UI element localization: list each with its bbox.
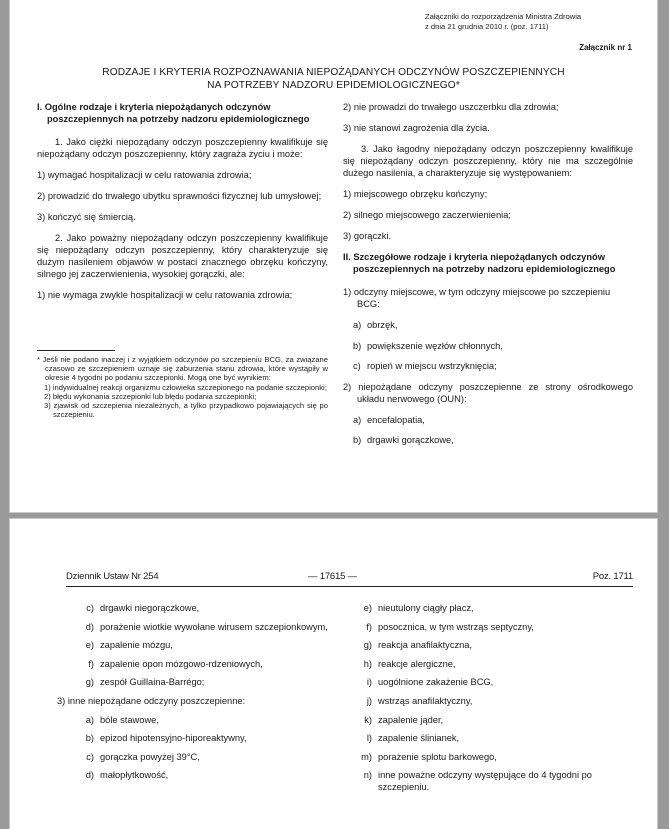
- footnote-item: 3) zjawisk od szczepienia niezależnych, a tylko przypadkowo pojawiających się po szczepieniu.: [44, 401, 328, 420]
- paragraph-1: 1. Jako ciężki niepożądany odczyn poszczepienny kwalifikuje się niepożądany odczyn poszczepienny, który zagraża życiu i może:: [37, 137, 328, 159]
- item-marker: b): [85, 733, 94, 744]
- item-text: encefalopatia,: [367, 414, 425, 425]
- item-text: małopłytkowość,: [100, 770, 169, 781]
- list-item: 3) kończyć się śmiercią.: [37, 212, 136, 222]
- left-column: [57, 602, 328, 788]
- sub-list-item: [344, 602, 602, 614]
- sub-list-item: [343, 319, 633, 331]
- footnote-item: 2) błędu wykonania szczepionki lub błędu podania szczepionki;: [44, 391, 257, 401]
- footnote-separator: [37, 350, 115, 351]
- right-column: [343, 101, 633, 455]
- item-text: obrzęk,: [367, 320, 398, 330]
- paragraph-2: 2. Jako poważny niepożądany odczyn poszczepienny kwalifikuje się niepożądany odczyn poszczepienny, który charakteryzuje się dużym nasileniem objawów w postaci znacznego obrzęku kończyny, silnego jej zaczerwienienia, wysokiej gorączki, ale:: [37, 233, 328, 279]
- item-text: reakcje alergiczne,: [378, 658, 456, 669]
- list-item: 1) wymagać hospitalizacji w celu ratowania zdrowia;: [37, 170, 252, 180]
- section-heading-2: II. Szczegółowe rodzaje i kryteria niepożądanych odczynów poszczepiennych na potrzeby nadzoru epidemiologicznego: [343, 252, 616, 274]
- item-marker: f): [88, 658, 94, 669]
- list-item: 2) silnego miejscowego zaczerwienienia;: [343, 210, 511, 220]
- sub-list-item: [344, 639, 602, 651]
- item-text: zapalenie mózgu,: [100, 640, 173, 651]
- item-text: gorączka powyżej 39°C,: [100, 751, 200, 762]
- list-item: 3) nie stanowi zagrożenia dla życia.: [343, 123, 490, 133]
- item-text: epizod hipotensyjno-hiporeaktywny,: [100, 733, 247, 744]
- sub-list-item: [66, 714, 328, 726]
- sub-list-item: [66, 621, 328, 633]
- sub-list-item: [344, 751, 602, 763]
- sub-list-item: [66, 658, 328, 670]
- item-marker: b): [353, 435, 362, 445]
- footnote: [37, 355, 328, 419]
- sub-list-item: [343, 340, 633, 352]
- item-text: posocznica, w tym wstrząs septyczny,: [378, 621, 534, 632]
- item-text: zapalenie jąder,: [378, 714, 444, 725]
- item-text: powiększenie węzłów chłonnych,: [367, 340, 503, 351]
- item-marker: n): [363, 770, 372, 781]
- item-marker: b): [353, 340, 362, 351]
- item-marker: k): [364, 714, 372, 725]
- left-column: [37, 101, 328, 310]
- sub-list-item: [344, 769, 602, 793]
- item-marker: j): [366, 695, 372, 706]
- item-text: zespół Guillaina-Barrégo;: [100, 677, 205, 688]
- item-text: porażenie wiotkie wywołane wirusem szczepionkowym,: [100, 621, 328, 632]
- running-header-right: Poz. 1711: [592, 571, 633, 582]
- item-marker: a): [353, 414, 362, 425]
- item-text: drgawki niegorączkowe,: [100, 603, 200, 613]
- list-item: 2) nie prowadzi do trwałego uszczerbku dla zdrowia;: [343, 102, 559, 112]
- item-marker: a): [85, 714, 94, 725]
- title-line: NA POTRZEBY NADZORU EPIDEMIOLOGICZNEGO*: [207, 79, 460, 91]
- sub-list-item: [66, 676, 328, 688]
- list-item: 3) inne niepożądane odczyny poszczepienne:: [57, 695, 246, 706]
- document-title: [10, 67, 657, 92]
- item-marker: i): [366, 677, 372, 688]
- item-text: ropień w miejscu wstrzyknięcia;: [367, 361, 497, 371]
- sub-list-item: [66, 751, 328, 763]
- item-text: nieutulony ciągły płacz,: [378, 603, 474, 613]
- footnote-text: * Jeśli nie podano inaczej i z wyjątkiem odczynów po szczepieniu BCG, za związane czasowo ze szczepieniem uznaje się zaburzenia stanu zdrowia, które wystąpiły w okresie 4 tygodni po podaniu szczepionki. Mogą one być wynikiem:: [37, 355, 328, 383]
- list-item: 1) nie wymaga zwykle hospitalizacji w celu ratowania zdrowia;: [37, 290, 293, 300]
- item-text: bóle stawowe,: [100, 714, 159, 725]
- running-header-left: Dziennik Ustaw Nr 254: [66, 571, 159, 582]
- item-text: reakcja anafilaktyczna,: [378, 640, 473, 651]
- paragraph-3: 3. Jako łagodny niepożądany odczyn poszczepienny kwalifikuje się niepożądany odczyn poszczepienny, który nie ma szczególnie dużego nasilenia, a charakteryzuje się występowaniem:: [343, 144, 633, 178]
- item-marker: g): [85, 677, 94, 688]
- sub-list-item: [344, 695, 602, 707]
- annex-label: Załącznik nr 1: [579, 43, 632, 52]
- list-item: 3) gorączki.: [343, 231, 392, 241]
- sub-list-item: [344, 621, 602, 633]
- item-text: inne poważne odczyny występujące do 4 tygodni po szczepieniu.: [378, 770, 592, 793]
- item-marker: e): [85, 640, 94, 651]
- header-note-line: Załączniki do rozporządzenia Ministra Zdrowia: [425, 12, 582, 21]
- item-marker: a): [353, 320, 362, 330]
- sub-list-item: [343, 360, 633, 372]
- sub-list-item: [66, 639, 328, 651]
- list-item: 2) niepożądane odczyny poszczepienne ze strony ośrodkowego układu nerwowego (OUN):: [343, 381, 633, 404]
- list-item: 1) miejscowego obrzęku kończyny;: [343, 189, 488, 199]
- item-text: porażenie splotu barkowego,: [378, 751, 497, 762]
- sub-list-item: [344, 732, 602, 744]
- item-text: uogólnione zakażenie BCG,: [378, 677, 494, 688]
- section-heading-1: I. Ogólne rodzaje i kryteria niepożądanych odczynów poszczepiennych na potrzeby nadzoru epidemiologicznego: [37, 102, 310, 124]
- sub-list-item: [344, 714, 602, 726]
- list-item: 2) prowadzić do trwałego ubytku sprawności fizycznej lub umysłowej;: [37, 191, 322, 201]
- item-marker: d): [85, 770, 94, 781]
- list-item: 1) odczyny miejscowe, w tym odczyny miejscowe po szczepieniu BCG:: [343, 287, 611, 309]
- regulation-header-note: [425, 12, 581, 32]
- document-page-1: [10, 0, 657, 512]
- item-marker: e): [363, 603, 372, 613]
- item-marker: c): [353, 361, 361, 371]
- footnote-item: 1) indywidualnej reakcji organizmu człowieka szczepionego na podanie szczepionki;: [44, 382, 327, 392]
- item-text: wstrząs anafilaktyczny,: [378, 695, 473, 706]
- item-text: zapalenie opon mózgowo-rdzeniowych,: [100, 658, 263, 669]
- item-marker: d): [85, 621, 94, 632]
- title-line: RODZAJE I KRYTERIA ROZPOZNAWANIA NIEPOŻĄDANYCH ODCZYNÓW POSZCZEPIENNYCH: [102, 67, 565, 78]
- item-marker: c): [86, 751, 94, 762]
- sub-list-item: [66, 769, 328, 781]
- sub-list-item: [66, 732, 328, 744]
- item-marker: m): [361, 751, 372, 762]
- item-text: zapalenie ślinianek,: [378, 733, 460, 744]
- sub-list-item: [344, 676, 602, 688]
- item-text: drgawki gorączkowe,: [367, 435, 454, 445]
- right-column: [344, 602, 602, 800]
- item-marker: f): [366, 621, 372, 632]
- item-marker: l): [366, 733, 372, 744]
- sub-list-item: [344, 658, 602, 670]
- sub-list-item: [343, 434, 633, 446]
- running-header-page-number: — 17615 —: [308, 571, 357, 582]
- header-note-line: z dnia 21 grudnia 2010 r. (poz. 1711): [425, 22, 549, 31]
- document-page-2: [10, 519, 657, 829]
- item-marker: g): [363, 640, 372, 651]
- item-marker: c): [86, 603, 94, 613]
- sub-list-item: [66, 602, 328, 614]
- item-marker: h): [363, 658, 372, 669]
- sub-list-item: [343, 414, 633, 426]
- header-rule: [66, 586, 633, 587]
